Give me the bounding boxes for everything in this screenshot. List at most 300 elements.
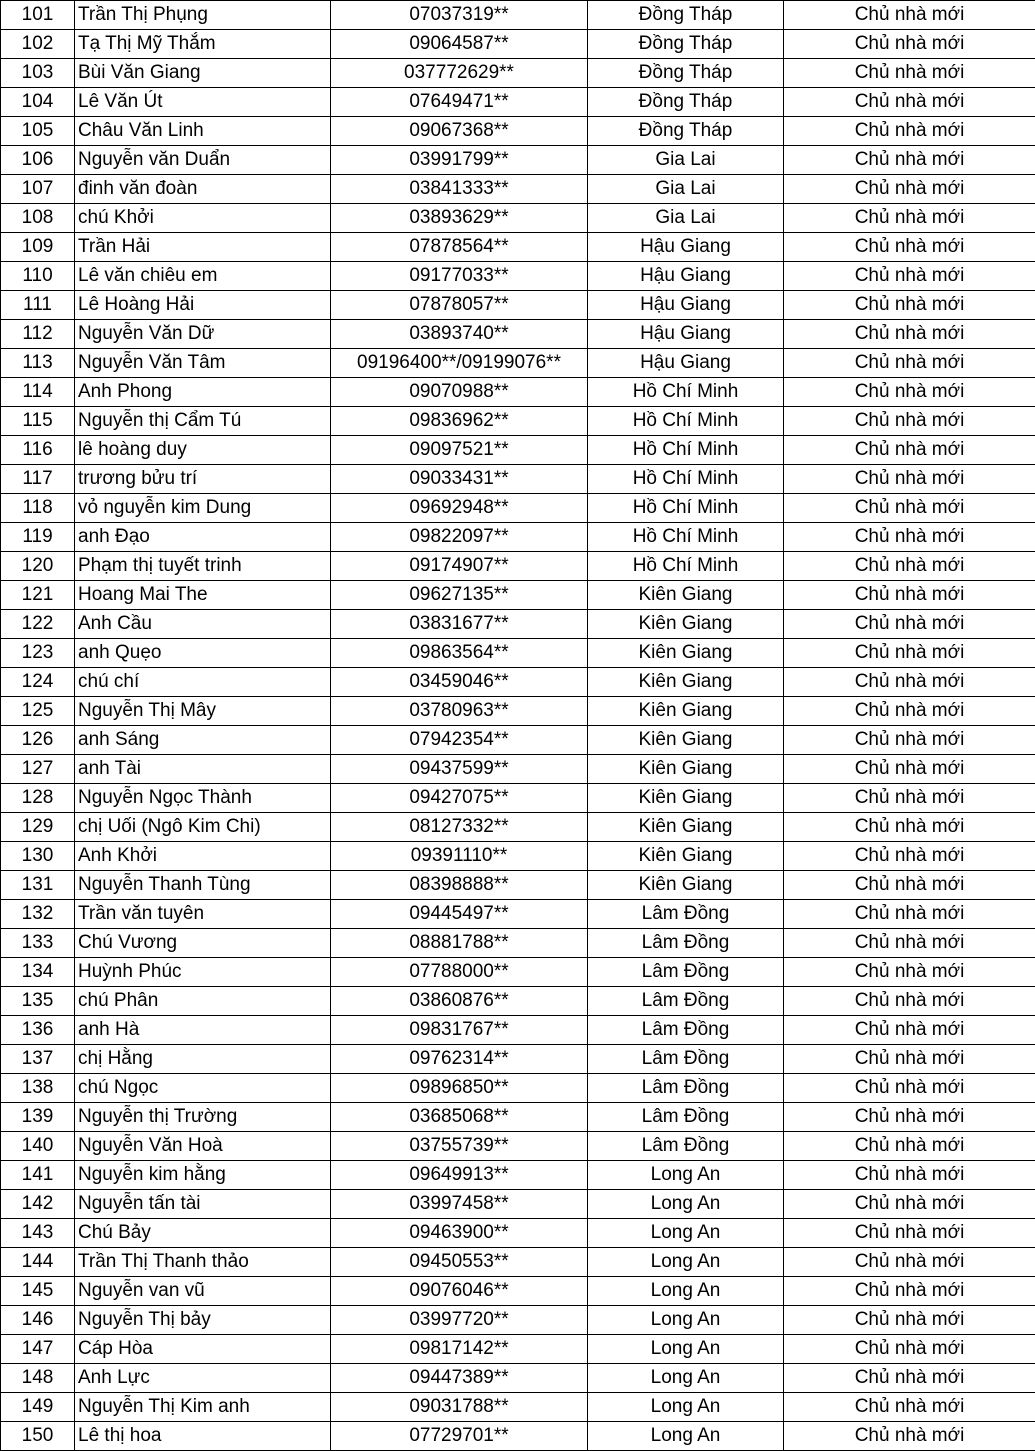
table-row: [1, 1, 1035, 30]
status-cell[interactable]: Chủ nhà mới: [784, 755, 1035, 784]
table-row: [1, 378, 1035, 407]
name-cell[interactable]: Hoang Mai The: [75, 581, 331, 610]
province-cell[interactable]: Kiên Giang: [588, 842, 784, 871]
row-number-cell[interactable]: 121: [1, 581, 75, 610]
row-number-cell[interactable]: 105: [1, 117, 75, 146]
name-cell[interactable]: Nguyễn Thị bảy: [75, 1306, 331, 1335]
row-number-cell[interactable]: 146: [1, 1306, 75, 1335]
row-number-cell[interactable]: 109: [1, 233, 75, 262]
phone-cell[interactable]: 03685068**: [331, 1103, 588, 1132]
phone-cell[interactable]: 037772629**: [331, 59, 588, 88]
status-cell[interactable]: Chủ nhà mới: [784, 1016, 1035, 1045]
province-cell[interactable]: Hồ Chí Minh: [588, 552, 784, 581]
name-cell[interactable]: Phạm thị tuyết trinh: [75, 552, 331, 581]
province-cell[interactable]: Đồng Tháp: [588, 117, 784, 146]
province-cell[interactable]: Long An: [588, 1335, 784, 1364]
status-cell[interactable]: Chủ nhà mới: [784, 1335, 1035, 1364]
province-cell[interactable]: Gia Lai: [588, 146, 784, 175]
table-row: [1, 813, 1035, 842]
table-row: [1, 146, 1035, 175]
phone-cell[interactable]: 09196400**/09199076**: [331, 349, 588, 378]
status-cell[interactable]: Chủ nhà mới: [784, 987, 1035, 1016]
name-cell[interactable]: Nguyễn thị Cẩm Tú: [75, 407, 331, 436]
province-cell[interactable]: Hồ Chí Minh: [588, 465, 784, 494]
table-row: [1, 291, 1035, 320]
phone-cell[interactable]: 08127332**: [331, 813, 588, 842]
phone-cell[interactable]: 09627135**: [331, 581, 588, 610]
province-cell[interactable]: Lâm Đồng: [588, 900, 784, 929]
status-cell[interactable]: Chủ nhà mới: [784, 1393, 1035, 1422]
table-row: [1, 1335, 1035, 1364]
status-cell[interactable]: Chủ nhà mới: [784, 1219, 1035, 1248]
row-number-cell[interactable]: 143: [1, 1219, 75, 1248]
status-cell[interactable]: Chủ nhà mới: [784, 1, 1035, 30]
table-row: [1, 987, 1035, 1016]
name-cell[interactable]: Chú Vương: [75, 929, 331, 958]
phone-cell[interactable]: 08881788**: [331, 929, 588, 958]
row-number-cell[interactable]: 137: [1, 1045, 75, 1074]
province-cell[interactable]: Kiên Giang: [588, 610, 784, 639]
status-cell[interactable]: Chủ nhà mới: [784, 1161, 1035, 1190]
table-row: [1, 726, 1035, 755]
phone-cell[interactable]: 09762314**: [331, 1045, 588, 1074]
table-row: [1, 30, 1035, 59]
phone-cell[interactable]: 09070988**: [331, 378, 588, 407]
row-number-cell[interactable]: 145: [1, 1277, 75, 1306]
province-cell[interactable]: Lâm Đồng: [588, 929, 784, 958]
status-cell[interactable]: Chủ nhà mới: [784, 204, 1035, 233]
phone-cell[interactable]: 07942354**: [331, 726, 588, 755]
status-cell[interactable]: Chủ nhà mới: [784, 88, 1035, 117]
table-row: [1, 929, 1035, 958]
phone-cell[interactable]: 09692948**: [331, 494, 588, 523]
phone-cell[interactable]: 09067368**: [331, 117, 588, 146]
row-number-cell[interactable]: 127: [1, 755, 75, 784]
row-number-cell[interactable]: 114: [1, 378, 75, 407]
province-cell[interactable]: Kiên Giang: [588, 784, 784, 813]
status-cell[interactable]: Chủ nhà mới: [784, 1103, 1035, 1132]
table-row: [1, 1306, 1035, 1335]
row-number-cell[interactable]: 138: [1, 1074, 75, 1103]
province-cell[interactable]: Kiên Giang: [588, 697, 784, 726]
name-cell[interactable]: Trần Hải: [75, 233, 331, 262]
phone-cell[interactable]: 03459046**: [331, 668, 588, 697]
phone-cell[interactable]: 09463900**: [331, 1219, 588, 1248]
name-cell[interactable]: đinh văn đoàn: [75, 175, 331, 204]
name-cell[interactable]: chú Khởi: [75, 204, 331, 233]
phone-cell[interactable]: 09445497**: [331, 900, 588, 929]
row-number-cell[interactable]: 122: [1, 610, 75, 639]
table-row: [1, 784, 1035, 813]
province-cell[interactable]: Kiên Giang: [588, 755, 784, 784]
status-cell[interactable]: Chủ nhà mới: [784, 1306, 1035, 1335]
name-cell[interactable]: anh Đạo: [75, 523, 331, 552]
status-cell[interactable]: Chủ nhà mới: [784, 871, 1035, 900]
row-number-cell[interactable]: 134: [1, 958, 75, 987]
phone-cell[interactable]: 09450553**: [331, 1248, 588, 1277]
table-row: [1, 610, 1035, 639]
row-number-cell[interactable]: 113: [1, 349, 75, 378]
table-row: [1, 1132, 1035, 1161]
phone-cell[interactable]: 03997720**: [331, 1306, 588, 1335]
row-number-cell[interactable]: 148: [1, 1364, 75, 1393]
phone-cell[interactable]: 09076046**: [331, 1277, 588, 1306]
row-number-cell[interactable]: 123: [1, 639, 75, 668]
name-cell[interactable]: Anh Lực: [75, 1364, 331, 1393]
name-cell[interactable]: Nguyễn Văn Dữ: [75, 320, 331, 349]
status-cell[interactable]: Chủ nhà mới: [784, 465, 1035, 494]
table-row: [1, 1074, 1035, 1103]
province-cell[interactable]: Hậu Giang: [588, 233, 784, 262]
name-cell[interactable]: Nguyễn Thị Mây: [75, 697, 331, 726]
table-row: [1, 117, 1035, 146]
table-row: [1, 349, 1035, 378]
status-cell[interactable]: Chủ nhà mới: [784, 1364, 1035, 1393]
status-cell[interactable]: Chủ nhà mới: [784, 1132, 1035, 1161]
province-cell[interactable]: Long An: [588, 1190, 784, 1219]
province-cell[interactable]: Hồ Chí Minh: [588, 436, 784, 465]
table-row: [1, 1190, 1035, 1219]
row-number-cell[interactable]: 120: [1, 552, 75, 581]
status-cell[interactable]: Chủ nhà mới: [784, 1074, 1035, 1103]
row-number-cell[interactable]: 112: [1, 320, 75, 349]
row-number-cell[interactable]: 131: [1, 871, 75, 900]
table-row: [1, 465, 1035, 494]
province-cell[interactable]: Hậu Giang: [588, 291, 784, 320]
row-number-cell[interactable]: 150: [1, 1422, 75, 1451]
name-cell[interactable]: Huỳnh Phúc: [75, 958, 331, 987]
province-cell[interactable]: Long An: [588, 1364, 784, 1393]
name-cell[interactable]: Lê văn chiêu em: [75, 262, 331, 291]
table-row: [1, 581, 1035, 610]
phone-cell[interactable]: 03991799**: [331, 146, 588, 175]
status-cell[interactable]: Chủ nhà mới: [784, 929, 1035, 958]
name-cell[interactable]: Lê thị hoa: [75, 1422, 331, 1451]
phone-cell[interactable]: 09097521**: [331, 436, 588, 465]
status-cell[interactable]: Chủ nhà mới: [784, 30, 1035, 59]
province-cell[interactable]: Long An: [588, 1219, 784, 1248]
table-row: [1, 1219, 1035, 1248]
row-number-cell[interactable]: 117: [1, 465, 75, 494]
name-cell[interactable]: Nguyễn Thanh Tùng: [75, 871, 331, 900]
name-cell[interactable]: vỏ nguyễn kim Dung: [75, 494, 331, 523]
status-cell[interactable]: Chủ nhà mới: [784, 581, 1035, 610]
province-cell[interactable]: Hậu Giang: [588, 262, 784, 291]
province-cell[interactable]: Lâm Đồng: [588, 1074, 784, 1103]
province-cell[interactable]: Hậu Giang: [588, 349, 784, 378]
name-cell[interactable]: anh Sáng: [75, 726, 331, 755]
row-number-cell[interactable]: 132: [1, 900, 75, 929]
status-cell[interactable]: Chủ nhà mới: [784, 1422, 1035, 1451]
name-cell[interactable]: anh Hà: [75, 1016, 331, 1045]
row-number-cell[interactable]: 149: [1, 1393, 75, 1422]
phone-cell[interactable]: 07649471**: [331, 88, 588, 117]
name-cell[interactable]: Anh Phong: [75, 378, 331, 407]
row-number-cell[interactable]: 118: [1, 494, 75, 523]
province-cell[interactable]: Long An: [588, 1422, 784, 1451]
row-number-cell[interactable]: 142: [1, 1190, 75, 1219]
province-cell[interactable]: Đồng Tháp: [588, 59, 784, 88]
name-cell[interactable]: Anh Khởi: [75, 842, 331, 871]
phone-cell[interactable]: 09174907**: [331, 552, 588, 581]
province-cell[interactable]: Lâm Đồng: [588, 987, 784, 1016]
status-cell[interactable]: Chủ nhà mới: [784, 958, 1035, 987]
phone-cell[interactable]: 03893629**: [331, 204, 588, 233]
table-row: [1, 204, 1035, 233]
phone-cell[interactable]: 07878057**: [331, 291, 588, 320]
province-cell[interactable]: Kiên Giang: [588, 639, 784, 668]
row-number-cell[interactable]: 136: [1, 1016, 75, 1045]
name-cell[interactable]: Nguyễn van vũ: [75, 1277, 331, 1306]
phone-cell[interactable]: 09447389**: [331, 1364, 588, 1393]
province-cell[interactable]: Kiên Giang: [588, 726, 784, 755]
phone-cell[interactable]: 07037319**: [331, 1, 588, 30]
province-cell[interactable]: Đồng Tháp: [588, 1, 784, 30]
row-number-cell[interactable]: 110: [1, 262, 75, 291]
row-number-cell[interactable]: 106: [1, 146, 75, 175]
table-row: [1, 1103, 1035, 1132]
row-number-cell[interactable]: 111: [1, 291, 75, 320]
row-number-cell[interactable]: 144: [1, 1248, 75, 1277]
row-number-cell[interactable]: 147: [1, 1335, 75, 1364]
province-cell[interactable]: Đồng Tháp: [588, 30, 784, 59]
name-cell[interactable]: anh Quẹo: [75, 639, 331, 668]
row-number-cell[interactable]: 126: [1, 726, 75, 755]
status-cell[interactable]: Chủ nhà mới: [784, 378, 1035, 407]
name-cell[interactable]: Nguyễn kim hằng: [75, 1161, 331, 1190]
table-row: [1, 262, 1035, 291]
table-row: [1, 871, 1035, 900]
province-cell[interactable]: Lâm Đồng: [588, 1016, 784, 1045]
phone-cell[interactable]: 09033431**: [331, 465, 588, 494]
row-number-cell[interactable]: 101: [1, 1, 75, 30]
province-cell[interactable]: Hồ Chí Minh: [588, 494, 784, 523]
status-cell[interactable]: Chủ nhà mới: [784, 668, 1035, 697]
phone-cell[interactable]: 09649913**: [331, 1161, 588, 1190]
status-cell[interactable]: Chủ nhà mới: [784, 813, 1035, 842]
table-row: [1, 88, 1035, 117]
table-row: [1, 639, 1035, 668]
province-cell[interactable]: Hồ Chí Minh: [588, 523, 784, 552]
province-cell[interactable]: Long An: [588, 1248, 784, 1277]
status-cell[interactable]: Chủ nhà mới: [784, 59, 1035, 88]
status-cell[interactable]: Chủ nhà mới: [784, 784, 1035, 813]
table-row: [1, 320, 1035, 349]
phone-cell[interactable]: 09817142**: [331, 1335, 588, 1364]
row-number-cell[interactable]: 130: [1, 842, 75, 871]
name-cell[interactable]: chị Uối (Ngô Kim Chi): [75, 813, 331, 842]
province-cell[interactable]: Long An: [588, 1161, 784, 1190]
row-number-cell[interactable]: 116: [1, 436, 75, 465]
status-cell[interactable]: Chủ nhà mới: [784, 494, 1035, 523]
name-cell[interactable]: Trần văn tuyên: [75, 900, 331, 929]
status-cell[interactable]: Chủ nhà mới: [784, 639, 1035, 668]
phone-cell[interactable]: 03860876**: [331, 987, 588, 1016]
table-row: [1, 668, 1035, 697]
phone-cell[interactable]: 03893740**: [331, 320, 588, 349]
name-cell[interactable]: Trần Thị Phụng: [75, 1, 331, 30]
phone-cell[interactable]: 03841333**: [331, 175, 588, 204]
row-number-cell[interactable]: 129: [1, 813, 75, 842]
province-cell[interactable]: Lâm Đồng: [588, 1045, 784, 1074]
phone-cell[interactable]: 03755739**: [331, 1132, 588, 1161]
name-cell[interactable]: Tạ Thị Mỹ Thắm: [75, 30, 331, 59]
name-cell[interactable]: Nguyễn Văn Hoà: [75, 1132, 331, 1161]
phone-cell[interactable]: 03831677**: [331, 610, 588, 639]
table-row: [1, 436, 1035, 465]
row-number-cell[interactable]: 103: [1, 59, 75, 88]
row-number-cell[interactable]: 107: [1, 175, 75, 204]
status-cell[interactable]: Chủ nhà mới: [784, 291, 1035, 320]
province-cell[interactable]: Long An: [588, 1306, 784, 1335]
row-number-cell[interactable]: 125: [1, 697, 75, 726]
province-cell[interactable]: Long An: [588, 1277, 784, 1306]
phone-cell[interactable]: 09896850**: [331, 1074, 588, 1103]
province-cell[interactable]: Kiên Giang: [588, 668, 784, 697]
table-row: [1, 900, 1035, 929]
phone-cell[interactable]: 09177033**: [331, 262, 588, 291]
row-number-cell[interactable]: 128: [1, 784, 75, 813]
phone-cell[interactable]: 09031788**: [331, 1393, 588, 1422]
table-row: [1, 842, 1035, 871]
province-cell[interactable]: Gia Lai: [588, 204, 784, 233]
name-cell[interactable]: Cáp Hòa: [75, 1335, 331, 1364]
phone-cell[interactable]: 09064587**: [331, 30, 588, 59]
table-row: [1, 494, 1035, 523]
row-number-cell[interactable]: 139: [1, 1103, 75, 1132]
province-cell[interactable]: Hồ Chí Minh: [588, 378, 784, 407]
status-cell[interactable]: Chủ nhà mới: [784, 262, 1035, 291]
name-cell[interactable]: Chú Bảy: [75, 1219, 331, 1248]
status-cell[interactable]: Chủ nhà mới: [784, 726, 1035, 755]
phone-cell[interactable]: 07788000**: [331, 958, 588, 987]
phone-cell[interactable]: 03780963**: [331, 697, 588, 726]
status-cell[interactable]: Chủ nhà mới: [784, 320, 1035, 349]
phone-cell[interactable]: 03997458**: [331, 1190, 588, 1219]
province-cell[interactable]: Kiên Giang: [588, 581, 784, 610]
table-row: [1, 1422, 1035, 1451]
name-cell[interactable]: chị Hằng: [75, 1045, 331, 1074]
status-cell[interactable]: Chủ nhà mới: [784, 1190, 1035, 1219]
name-cell[interactable]: Nguyễn văn Duẩn: [75, 146, 331, 175]
phone-cell[interactable]: 09391110**: [331, 842, 588, 871]
table-row: [1, 175, 1035, 204]
name-cell[interactable]: Châu Văn Linh: [75, 117, 331, 146]
province-cell[interactable]: Lâm Đồng: [588, 1132, 784, 1161]
status-cell[interactable]: Chủ nhà mới: [784, 349, 1035, 378]
status-cell[interactable]: Chủ nhà mới: [784, 117, 1035, 146]
table-row: [1, 1277, 1035, 1306]
name-cell[interactable]: trương bửu trí: [75, 465, 331, 494]
table-row: [1, 1248, 1035, 1277]
phone-cell[interactable]: 09836962**: [331, 407, 588, 436]
status-cell[interactable]: Chủ nhà mới: [784, 407, 1035, 436]
table-row: [1, 1045, 1035, 1074]
row-number-cell[interactable]: 135: [1, 987, 75, 1016]
status-cell[interactable]: Chủ nhà mới: [784, 1248, 1035, 1277]
status-cell[interactable]: Chủ nhà mới: [784, 146, 1035, 175]
row-number-cell[interactable]: 124: [1, 668, 75, 697]
status-cell[interactable]: Chủ nhà mới: [784, 697, 1035, 726]
province-cell[interactable]: Lâm Đồng: [588, 958, 784, 987]
phone-cell[interactable]: 08398888**: [331, 871, 588, 900]
row-number-cell[interactable]: 119: [1, 523, 75, 552]
name-cell[interactable]: Nguyễn Văn Tâm: [75, 349, 331, 378]
row-number-cell[interactable]: 115: [1, 407, 75, 436]
row-number-cell[interactable]: 104: [1, 88, 75, 117]
table-row: [1, 1016, 1035, 1045]
name-cell[interactable]: Nguyễn Ngọc Thành: [75, 784, 331, 813]
table-row: [1, 958, 1035, 987]
status-cell[interactable]: Chủ nhà mới: [784, 610, 1035, 639]
status-cell[interactable]: Chủ nhà mới: [784, 523, 1035, 552]
status-cell[interactable]: Chủ nhà mới: [784, 900, 1035, 929]
table-row: [1, 755, 1035, 784]
name-cell[interactable]: chú Phân: [75, 987, 331, 1016]
table-row: [1, 407, 1035, 436]
name-cell[interactable]: Lê Hoàng Hải: [75, 291, 331, 320]
table-row: [1, 1364, 1035, 1393]
province-cell[interactable]: Kiên Giang: [588, 813, 784, 842]
name-cell[interactable]: Nguyễn tấn tài: [75, 1190, 331, 1219]
name-cell[interactable]: Anh Cầu: [75, 610, 331, 639]
phone-cell[interactable]: 09437599**: [331, 755, 588, 784]
name-cell[interactable]: Bùi Văn Giang: [75, 59, 331, 88]
name-cell[interactable]: Trần Thị Thanh thảo: [75, 1248, 331, 1277]
province-cell[interactable]: Lâm Đồng: [588, 1103, 784, 1132]
name-cell[interactable]: chú Ngọc: [75, 1074, 331, 1103]
province-cell[interactable]: Long An: [588, 1393, 784, 1422]
table-row: [1, 1393, 1035, 1422]
table-row: [1, 697, 1035, 726]
name-cell[interactable]: anh Tài: [75, 755, 331, 784]
province-cell[interactable]: Gia Lai: [588, 175, 784, 204]
status-cell[interactable]: Chủ nhà mới: [784, 436, 1035, 465]
name-cell[interactable]: chú chí: [75, 668, 331, 697]
status-cell[interactable]: Chủ nhà mới: [784, 842, 1035, 871]
row-number-cell[interactable]: 108: [1, 204, 75, 233]
table-body: [1, 1, 1035, 1451]
name-cell[interactable]: Lê Văn Út: [75, 88, 331, 117]
province-cell[interactable]: Hồ Chí Minh: [588, 407, 784, 436]
row-number-cell[interactable]: 140: [1, 1132, 75, 1161]
phone-cell[interactable]: 09831767**: [331, 1016, 588, 1045]
row-number-cell[interactable]: 141: [1, 1161, 75, 1190]
row-number-cell[interactable]: 102: [1, 30, 75, 59]
table-row: [1, 59, 1035, 88]
status-cell[interactable]: Chủ nhà mới: [784, 1045, 1035, 1074]
status-cell[interactable]: Chủ nhà mới: [784, 552, 1035, 581]
phone-cell[interactable]: 07878564**: [331, 233, 588, 262]
phone-cell[interactable]: 09427075**: [331, 784, 588, 813]
phone-cell[interactable]: 09822097**: [331, 523, 588, 552]
table-row: [1, 233, 1035, 262]
row-number-cell[interactable]: 133: [1, 929, 75, 958]
phone-cell[interactable]: 09863564**: [331, 639, 588, 668]
table-row: [1, 523, 1035, 552]
status-cell[interactable]: Chủ nhà mới: [784, 233, 1035, 262]
name-cell[interactable]: lê hoàng duy: [75, 436, 331, 465]
province-cell[interactable]: Hậu Giang: [588, 320, 784, 349]
province-cell[interactable]: Đồng Tháp: [588, 88, 784, 117]
status-cell[interactable]: Chủ nhà mới: [784, 1277, 1035, 1306]
phone-cell[interactable]: 07729701**: [331, 1422, 588, 1451]
province-cell[interactable]: Kiên Giang: [588, 871, 784, 900]
status-cell[interactable]: Chủ nhà mới: [784, 175, 1035, 204]
name-cell[interactable]: Nguyễn Thị Kim anh: [75, 1393, 331, 1422]
name-cell[interactable]: Nguyễn thị Trường: [75, 1103, 331, 1132]
table-row: [1, 552, 1035, 581]
